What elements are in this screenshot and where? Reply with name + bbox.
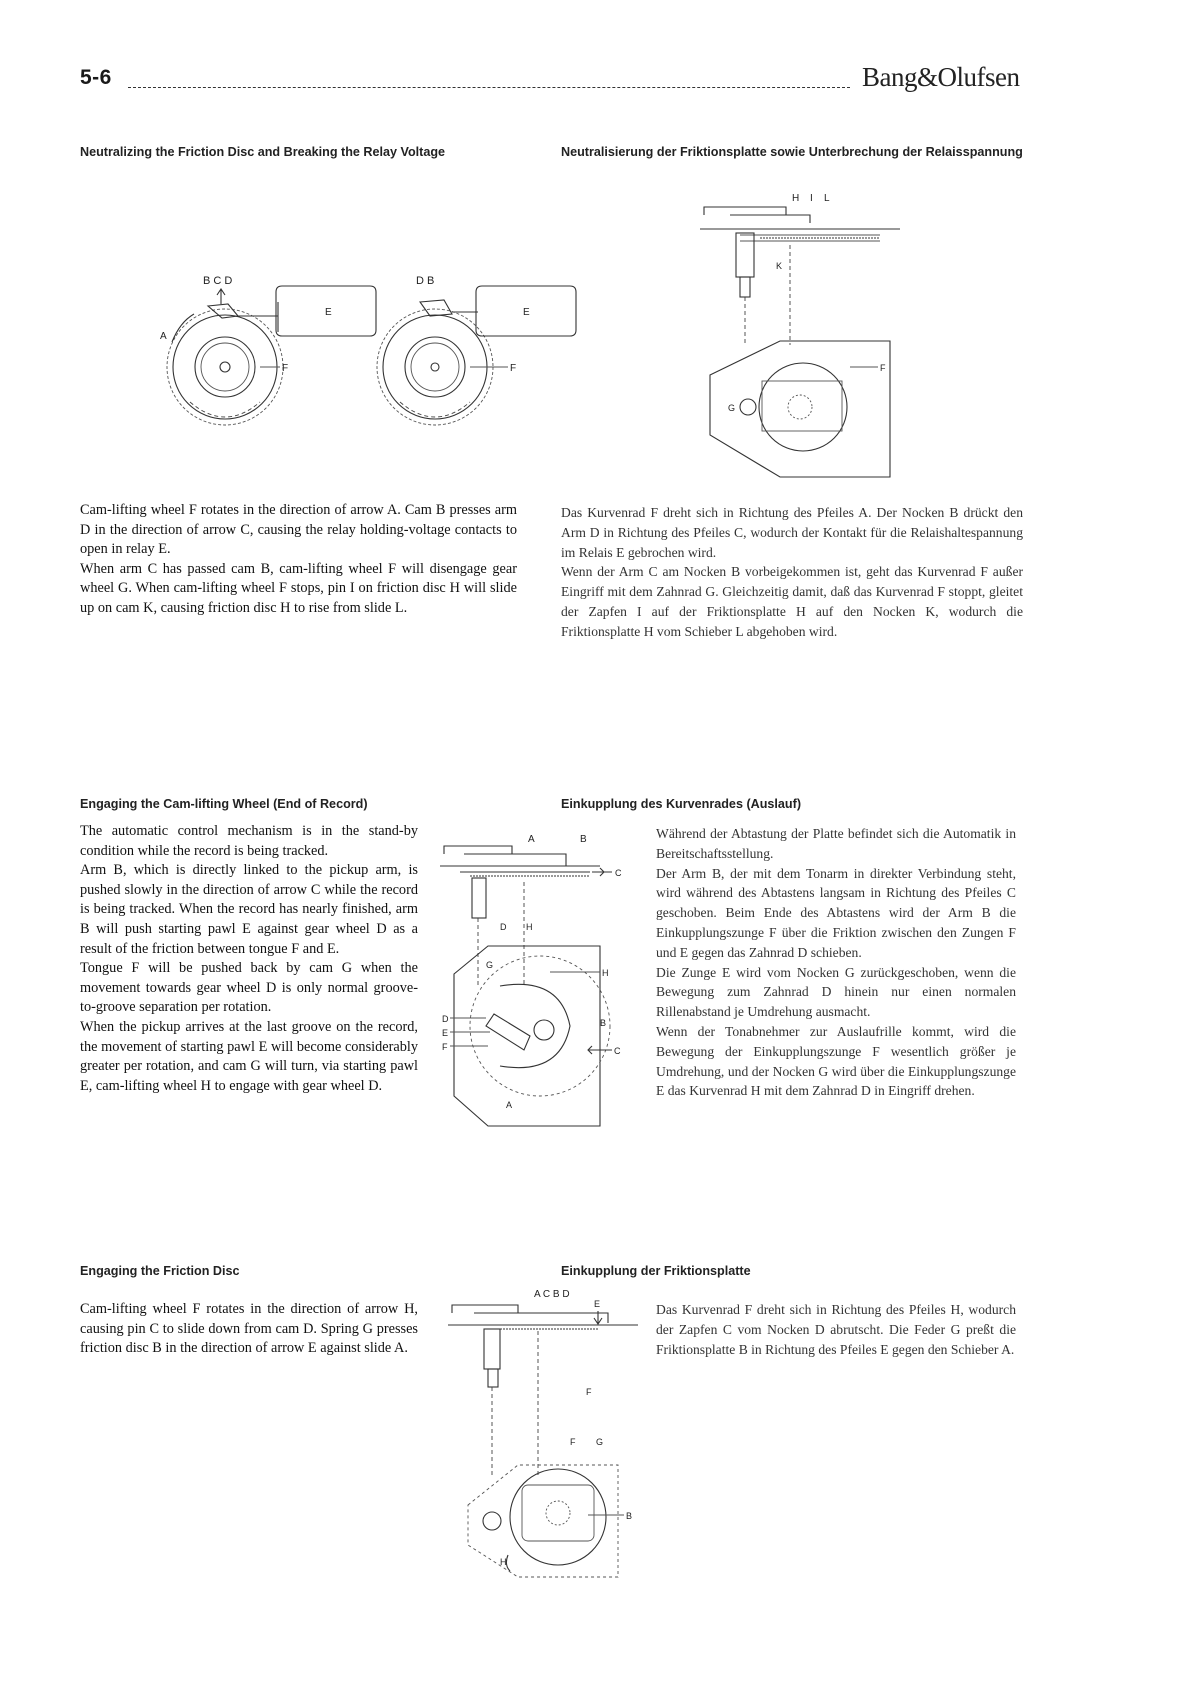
fig2-label-h: H <box>526 922 533 932</box>
fig3-label-e: E <box>594 1299 601 1309</box>
fig2-label-b2: B <box>600 1018 607 1028</box>
section1-heading-en: Neutralizing the Friction Disc and Breaking the Relay Voltage <box>80 145 446 159</box>
fig2-label-a: A <box>528 834 535 845</box>
section2-en-para: Tongue F will be pushed back by cam G when the movement towards gear wheel D is only normal groove-to-groove separation per rotation. <box>80 960 418 1016</box>
fig2-label-e: E <box>442 1028 449 1038</box>
section3-body-en <box>80 1300 418 1359</box>
fig2-label-c: C <box>615 868 622 878</box>
fig3-label-h: H <box>500 1557 507 1567</box>
fig2-label-a2: A <box>506 1100 513 1110</box>
section1-figure-mid <box>360 272 600 432</box>
section3-heading-en: Engaging the Friction Disc <box>80 1264 240 1278</box>
fig1-right-label-g: G <box>728 403 736 413</box>
fig1-left-label-f: F <box>282 363 289 374</box>
fig1-left-label-bcd: B C D <box>203 275 233 287</box>
section2-body-de <box>656 824 1016 1101</box>
section1-figure-left <box>150 272 390 432</box>
section1-de-para: Das Kurvenrad F dreht sich in Richtung des Pfeiles A. Der Nocken B drückt den Arm D in Richtung des Pfeiles C, wodurch der Kontakt für die Relaishaltespannung im Relais E gebrochen wird. <box>561 505 1023 560</box>
fig2-label-h2: H <box>602 968 609 978</box>
fig2-label-d2: D <box>442 1014 449 1024</box>
section2-en-para: Arm B, which is directly linked to the pickup arm, is pushed slowly in the direction of arrow C while the record is being tracked. When the record has nearly finished, arm B will push starting pawl E against gear wheel D as a result of the friction between tongue F and E. <box>80 862 418 957</box>
section3-de-para: Das Kurvenrad F dreht sich in Richtung des Pfeiles H, wodurch der Zapfen C vom Nocken D abrutscht. Die Feder G preßt die Friktionsplatte B in Richtung des Pfeiles E gegen den Schieber A. <box>656 1302 1016 1357</box>
fig1-mid-label-db: D B <box>416 275 435 287</box>
section3-body-de <box>656 1300 1016 1359</box>
fig1-left-label-e: E <box>325 307 332 318</box>
section3-figure <box>448 1285 648 1585</box>
section2-de-para: Wenn der Tonabnehmer zur Auslaufrille kommt, wird die Bewegung der Einkupplungszunge F wesentlich größer je Umdrehung, und der Nocken G wird über die Einkupplungszunge E das Kurvenrad H mit dem Zahnrad D in Eingriff drehen. <box>656 1023 1016 1099</box>
page-number: 5-6 <box>80 66 112 89</box>
fig2-label-g: G <box>486 960 494 970</box>
brand-logo: Bang&Olufsen <box>862 62 1020 92</box>
fig2-label-b: B <box>580 834 587 845</box>
section1-en-para: When arm C has passed cam B, cam-lifting wheel F will disengage gear wheel G. When cam-lifting wheel F stops, pin I on friction disc H will slide up on cam K, causing friction disc H to rise from slide L. <box>80 560 517 616</box>
section2-heading-de: Einkupplung des Kurvenrades (Auslauf) <box>561 797 802 811</box>
header-rule <box>128 87 850 88</box>
fig1-right-label-i: I <box>810 193 813 204</box>
section2-de-para: Während der Abtastung der Platte befindet sich die Automatik in Bereitschaftsstellung. <box>656 826 1016 861</box>
fig3-label-b: B <box>626 1511 633 1521</box>
section2-body-en <box>80 822 418 1096</box>
fig1-right-label-h: H <box>792 193 800 204</box>
section1-body-de <box>561 503 1023 642</box>
section1-en-para: Cam-lifting wheel F rotates in the direction of arrow A. Cam B presses arm D in the direction of arrow C, causing the relay holding-voltage contacts to open in relay E. <box>80 502 517 558</box>
fig3-label-g: G <box>596 1437 604 1447</box>
fig3-label-f: F <box>586 1387 592 1397</box>
section2-en-para: The automatic control mechanism is in the stand-by condition while the record is being tracked. <box>80 823 418 859</box>
fig1-right-label-f: F <box>880 363 886 373</box>
fig1-right-label-k: K <box>776 261 783 271</box>
fig1-mid-label-f: F <box>510 363 517 374</box>
section1-body-en <box>80 501 517 619</box>
fig1-mid-label-e: E <box>523 307 530 318</box>
fig2-label-f: F <box>442 1042 448 1052</box>
fig2-label-d: D <box>500 922 507 932</box>
section1-de-para: Wenn der Arm C am Nocken B vorbeigekommen ist, geht das Kurvenrad F außer Eingriff mit dem Zahnrad G. Gleichzeitig damit, daß das Kurvenrad F stoppt, gleitet der Zapfen I auf der Friktionsplatte H auf den Nocken K, wodurch die Friktionsplatte H vom Schieber L abgehoben wird. <box>561 564 1023 639</box>
fig1-right-label-l: L <box>824 193 830 204</box>
section1-heading-de: Neutralisierung der Friktionsplatte sowie Unterbrechung der Relaisspannung <box>561 145 1023 159</box>
section2-heading-en: Engaging the Cam-lifting Wheel (End of Record) <box>80 797 368 811</box>
section2-de-para: Der Arm B, der mit dem Tonarm in direkter Verbindung steht, wird während des Abtastens langsam in Richtung des Pfeiles C geschoben. Beim Ende des Abtastens wird der Arm B die Einkupplungszunge F über die Friktion zwischen den Zungen F und E gegen das Zahnrad D schieben. <box>656 865 1016 960</box>
fig3-label-f2: F <box>570 1437 576 1447</box>
section1-figure-right <box>700 185 910 485</box>
section2-de-para: Die Zunge E wird vom Nocken G zurückgeschoben, wenn die Bewegung zum Zahnrad D hinein nur einen normalen Rillenabstand je Umdrehung ausmacht. <box>656 964 1016 1020</box>
fig3-label-acbd: A C B D <box>534 1289 570 1300</box>
section3-heading-de: Einkupplung der Friktionsplatte <box>561 1264 751 1278</box>
section3-en-para: Cam-lifting wheel F rotates in the direction of arrow H, causing pin C to slide down from cam D. Spring G presses friction disc B in the direction of arrow E against slide A. <box>80 1301 418 1357</box>
section2-figure <box>440 826 640 1126</box>
fig2-label-c2: C <box>614 1046 621 1056</box>
fig1-left-label-a: A <box>160 331 167 342</box>
section2-en-para: When the pickup arrives at the last groove on the record, the movement of starting pawl E will become considerably greater per rotation, and cam G will turn, via starting pawl E, cam-lifting wheel H to engage with gear wheel D. <box>80 1018 418 1094</box>
